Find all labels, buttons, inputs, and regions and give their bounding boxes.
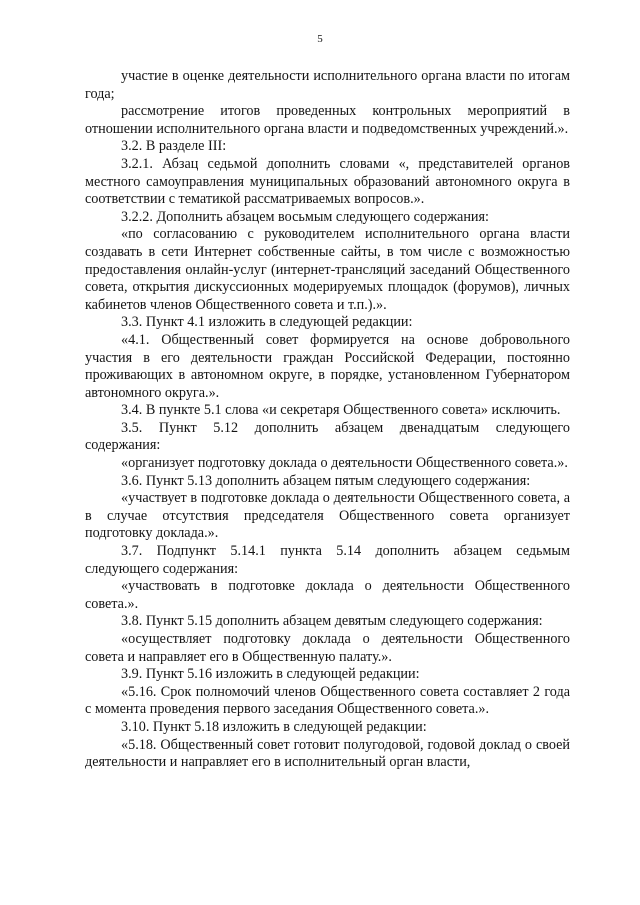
paragraph: «осуществляет подготовку доклада о деятельности Общественного совета и направляет его в Общественную палату.». xyxy=(85,631,570,665)
page-number: 5 xyxy=(317,33,323,45)
paragraph: 3.2.1. Абзац седьмой дополнить словами «, представителей органов местного самоуправления муниципальных образований автономного округа в соответствии с тематикой рассматриваемых вопросов.». xyxy=(85,155,570,208)
paragraph: «4.1. Общественный совет формируется на основе добровольного участия в его деятельности граждан Российской Федерации, постоянно проживающих в автономном округе, в порядке, установленном Губернатором автономного округа.». xyxy=(85,331,570,401)
paragraph: «участвовать в подготовке доклада о деятельности Общественного совета.». xyxy=(85,578,570,612)
paragraph: «организует подготовку доклада о деятельности Общественного совета.». xyxy=(121,455,568,472)
paragraph: 3.2.2. Дополнить абзацем восьмым следующего содержания: xyxy=(121,208,489,225)
paragraph: рассмотрение итогов проведенных контрольных мероприятий в отношении исполнительного органа власти и подведомственных учреждений.». xyxy=(85,103,570,137)
paragraph: 3.3. Пункт 4.1 изложить в следующей редакции: xyxy=(121,314,413,331)
paragraph: «участвует в подготовке доклада о деятельности Общественного совета, а в случае отсутствия председателя Общественного совета организует подготовку доклада.». xyxy=(85,490,570,542)
document-body xyxy=(85,68,570,772)
paragraph: «5.16. Срок полномочий членов Общественного совета составляет 2 года с момента проведения первого заседания Общественного совета.». xyxy=(85,683,570,718)
paragraph: участие в оценке деятельности исполнительного органа власти по итогам года; xyxy=(85,68,570,102)
paragraph: 3.4. В пункте 5.1 слова «и секретаря Общественного совета» исключить. xyxy=(121,402,561,419)
paragraph: 3.9. Пункт 5.16 изложить в следующей редакции: xyxy=(121,666,420,683)
paragraph: 3.10. Пункт 5.18 изложить в следующей редакции: xyxy=(121,718,427,735)
paragraph: 3.2. В разделе III: xyxy=(121,138,227,155)
paragraph: «по согласованию с руководителем исполнительного органа власти создавать в сети Интернет собственные сайты, в том числе с возможностью предоставления онлайн-услуг (интернет-трансляций заседаний Общественного совета, открытия дискуссионных модерируемых площадок (форумов), личных кабинетов членов Общественного совета и т.п.).». xyxy=(85,226,570,313)
paragraph: 3.7. Подпункт 5.14.1 пункта 5.14 дополнить абзацем седьмым следующего содержания: xyxy=(85,543,570,577)
paragraph: 3.6. Пункт 5.13 дополнить абзацем пятым следующего содержания: xyxy=(121,472,531,489)
paragraph: «5.18. Общественный совет готовит полугодовой, годовой доклад о своей деятельности и направляет его в исполнительный орган власти, xyxy=(85,736,570,771)
paragraph: 3.8. Пункт 5.15 дополнить абзацем девятым следующего содержания: xyxy=(121,613,543,630)
paragraph: 3.5. Пункт 5.12 дополнить абзацем двенадцатым следующего содержания: xyxy=(85,419,570,454)
